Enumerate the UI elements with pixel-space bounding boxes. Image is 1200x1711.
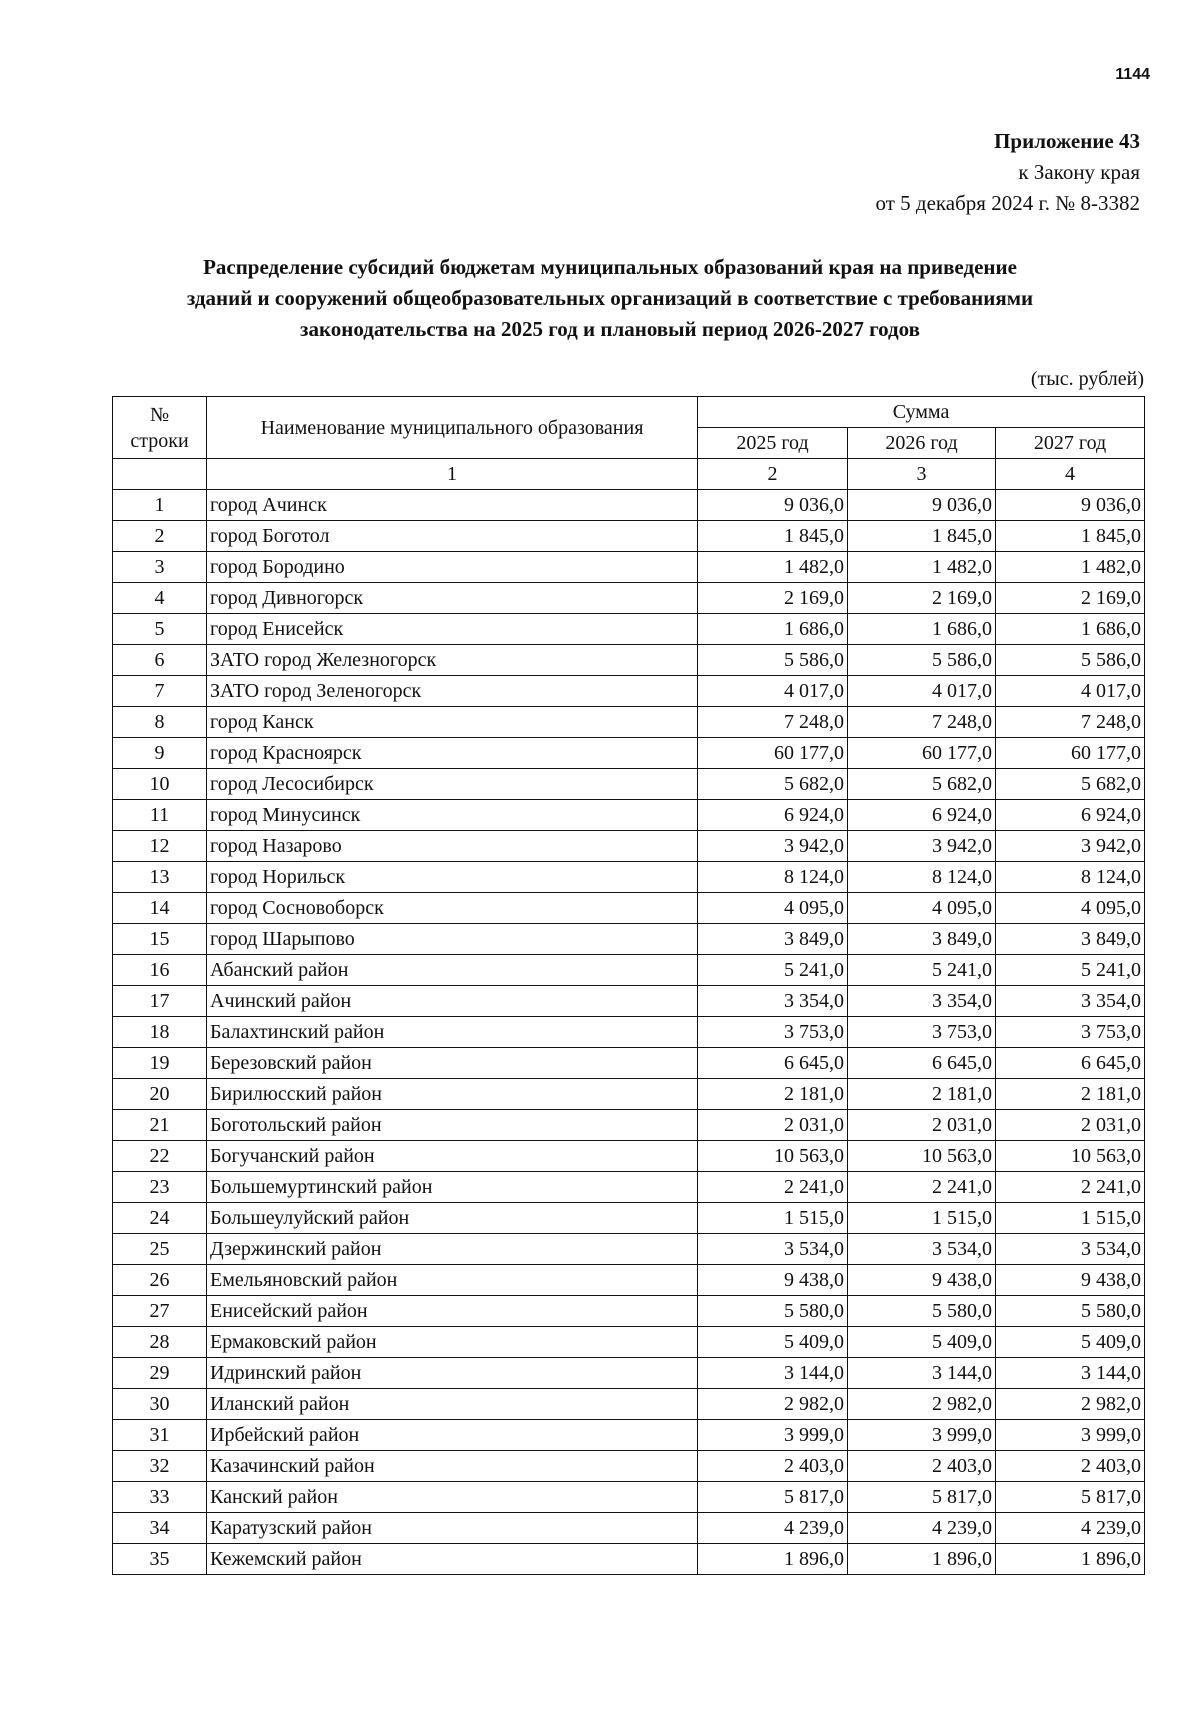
amount-2026: 2 403,0 <box>848 1451 996 1482</box>
table-row <box>113 521 1145 552</box>
amount-2026: 2 031,0 <box>848 1110 996 1141</box>
row-number: 8 <box>113 707 207 738</box>
table-body <box>113 490 1145 1575</box>
row-number: 4 <box>113 583 207 614</box>
amount-2027: 1 896,0 <box>996 1544 1145 1575</box>
municipality-name: город Боготол <box>207 521 698 552</box>
table-row <box>113 676 1145 707</box>
table-row <box>113 1389 1145 1420</box>
amount-2027: 9 438,0 <box>996 1265 1145 1296</box>
table-row <box>113 1296 1145 1327</box>
table-row <box>113 1110 1145 1141</box>
row-number: 18 <box>113 1017 207 1048</box>
amount-2026: 3 849,0 <box>848 924 996 955</box>
municipality-name: Казачинский район <box>207 1451 698 1482</box>
amount-2025: 60 177,0 <box>698 738 848 769</box>
column-number-empty <box>113 459 207 490</box>
row-number: 22 <box>113 1141 207 1172</box>
table-row <box>113 955 1145 986</box>
row-number: 31 <box>113 1420 207 1451</box>
row-number: 14 <box>113 893 207 924</box>
row-number: 26 <box>113 1265 207 1296</box>
amount-2026: 2 982,0 <box>848 1389 996 1420</box>
amount-2025: 9 438,0 <box>698 1265 848 1296</box>
amount-2027: 1 515,0 <box>996 1203 1145 1234</box>
municipality-name: Дзержинский район <box>207 1234 698 1265</box>
column-number: 2 <box>698 459 848 490</box>
amount-2027: 2 982,0 <box>996 1389 1145 1420</box>
amount-2025: 6 924,0 <box>698 800 848 831</box>
amount-2026: 5 682,0 <box>848 769 996 800</box>
amount-2026: 9 438,0 <box>848 1265 996 1296</box>
header-municipality-name: Наименование муниципального образования <box>207 397 698 459</box>
municipality-name: Абанский район <box>207 955 698 986</box>
amount-2027: 4 239,0 <box>996 1513 1145 1544</box>
row-number: 1 <box>113 490 207 521</box>
amount-2025: 5 682,0 <box>698 769 848 800</box>
amount-2026: 1 515,0 <box>848 1203 996 1234</box>
header-year-2026: 2026 год <box>848 428 996 459</box>
row-number: 10 <box>113 769 207 800</box>
appendix-law-ref: к Закону края <box>1018 160 1140 184</box>
row-number: 12 <box>113 831 207 862</box>
amount-2027: 1 482,0 <box>996 552 1145 583</box>
amount-2026: 5 580,0 <box>848 1296 996 1327</box>
amount-2026: 3 354,0 <box>848 986 996 1017</box>
amount-2027: 7 248,0 <box>996 707 1145 738</box>
row-number: 25 <box>113 1234 207 1265</box>
column-number: 3 <box>848 459 996 490</box>
municipality-name: город Норильск <box>207 862 698 893</box>
municipality-name: город Назарово <box>207 831 698 862</box>
document-title-line: Распределение субсидий бюджетам муниципальных образований края на приведение <box>203 255 1017 279</box>
amount-2027: 2 181,0 <box>996 1079 1145 1110</box>
amount-2026: 5 241,0 <box>848 955 996 986</box>
appendix-block <box>700 126 1140 219</box>
row-number: 7 <box>113 676 207 707</box>
amount-2026: 7 248,0 <box>848 707 996 738</box>
table-row <box>113 1141 1145 1172</box>
table-row <box>113 490 1145 521</box>
amount-2025: 1 482,0 <box>698 552 848 583</box>
municipality-name: Ирбейский район <box>207 1420 698 1451</box>
row-number: 35 <box>113 1544 207 1575</box>
amount-2027: 2 403,0 <box>996 1451 1145 1482</box>
municipality-name: город Шарыпово <box>207 924 698 955</box>
column-number: 4 <box>996 459 1145 490</box>
municipality-name: Ермаковский район <box>207 1327 698 1358</box>
amount-2027: 3 144,0 <box>996 1358 1145 1389</box>
row-number: 3 <box>113 552 207 583</box>
amount-2025: 3 849,0 <box>698 924 848 955</box>
municipality-name: город Дивногорск <box>207 583 698 614</box>
amount-2025: 6 645,0 <box>698 1048 848 1079</box>
amount-2025: 2 982,0 <box>698 1389 848 1420</box>
amount-2027: 8 124,0 <box>996 862 1145 893</box>
row-number: 20 <box>113 1079 207 1110</box>
amount-2026: 6 645,0 <box>848 1048 996 1079</box>
amount-2025: 5 580,0 <box>698 1296 848 1327</box>
amount-2026: 1 482,0 <box>848 552 996 583</box>
row-number: 34 <box>113 1513 207 1544</box>
units-label: (тыс. рублей) <box>1030 368 1144 390</box>
table-row <box>113 831 1145 862</box>
municipality-name: Иланский район <box>207 1389 698 1420</box>
table-row <box>113 1172 1145 1203</box>
row-number: 17 <box>113 986 207 1017</box>
municipality-name: город Ачинск <box>207 490 698 521</box>
document-title-line: зданий и сооружений общеобразовательных организаций в соответствие с требованиями <box>186 286 1034 310</box>
amount-2027: 2 241,0 <box>996 1172 1145 1203</box>
row-number: 27 <box>113 1296 207 1327</box>
municipality-name: ЗАТО город Зеленогорск <box>207 676 698 707</box>
amount-2027: 2 031,0 <box>996 1110 1145 1141</box>
table-row <box>113 1420 1145 1451</box>
header-row-number-line1: № <box>149 403 170 426</box>
amount-2026: 1 845,0 <box>848 521 996 552</box>
amount-2027: 6 645,0 <box>996 1048 1145 1079</box>
amount-2026: 5 409,0 <box>848 1327 996 1358</box>
municipality-name: Богучанский район <box>207 1141 698 1172</box>
municipality-name: ЗАТО город Железногорск <box>207 645 698 676</box>
amount-2027: 5 586,0 <box>996 645 1145 676</box>
row-number: 15 <box>113 924 207 955</box>
amount-2026: 4 017,0 <box>848 676 996 707</box>
amount-2025: 3 999,0 <box>698 1420 848 1451</box>
amount-2025: 5 586,0 <box>698 645 848 676</box>
subsidy-table <box>112 396 1145 1575</box>
municipality-name: Енисейский район <box>207 1296 698 1327</box>
amount-2025: 5 409,0 <box>698 1327 848 1358</box>
amount-2025: 3 144,0 <box>698 1358 848 1389</box>
table-row <box>113 862 1145 893</box>
amount-2027: 2 169,0 <box>996 583 1145 614</box>
amount-2026: 3 534,0 <box>848 1234 996 1265</box>
amount-2025: 2 169,0 <box>698 583 848 614</box>
municipality-name: Боготольский район <box>207 1110 698 1141</box>
amount-2026: 5 586,0 <box>848 645 996 676</box>
table-row <box>113 738 1145 769</box>
document-title <box>110 252 1110 345</box>
amount-2025: 3 942,0 <box>698 831 848 862</box>
amount-2027: 3 999,0 <box>996 1420 1145 1451</box>
table-row <box>113 1327 1145 1358</box>
municipality-name: город Лесосибирск <box>207 769 698 800</box>
row-number: 13 <box>113 862 207 893</box>
row-number: 29 <box>113 1358 207 1389</box>
amount-2026: 3 999,0 <box>848 1420 996 1451</box>
table-row <box>113 1079 1145 1110</box>
amount-2025: 1 896,0 <box>698 1544 848 1575</box>
municipality-name: город Минусинск <box>207 800 698 831</box>
table-row <box>113 1513 1145 1544</box>
row-number: 16 <box>113 955 207 986</box>
table-row <box>113 1203 1145 1234</box>
amount-2025: 5 241,0 <box>698 955 848 986</box>
table-row <box>113 986 1145 1017</box>
table-row <box>113 645 1145 676</box>
municipality-name: город Канск <box>207 707 698 738</box>
amount-2027: 5 241,0 <box>996 955 1145 986</box>
amount-2026: 10 563,0 <box>848 1141 996 1172</box>
amount-2025: 8 124,0 <box>698 862 848 893</box>
municipality-name: Емельяновский район <box>207 1265 698 1296</box>
amount-2027: 3 849,0 <box>996 924 1145 955</box>
table-row <box>113 1234 1145 1265</box>
amount-2026: 3 753,0 <box>848 1017 996 1048</box>
municipality-name: Ачинский район <box>207 986 698 1017</box>
row-number: 19 <box>113 1048 207 1079</box>
amount-2026: 60 177,0 <box>848 738 996 769</box>
row-number: 23 <box>113 1172 207 1203</box>
amount-2026: 4 095,0 <box>848 893 996 924</box>
table-row <box>113 552 1145 583</box>
table-row <box>113 1451 1145 1482</box>
municipality-name: Каратузский район <box>207 1513 698 1544</box>
amount-2025: 10 563,0 <box>698 1141 848 1172</box>
municipality-name: Бирилюсский район <box>207 1079 698 1110</box>
amount-2025: 5 817,0 <box>698 1482 848 1513</box>
row-number: 32 <box>113 1451 207 1482</box>
appendix-title: Приложение 43 <box>994 129 1140 153</box>
amount-2025: 9 036,0 <box>698 490 848 521</box>
amount-2027: 9 036,0 <box>996 490 1145 521</box>
amount-2025: 3 534,0 <box>698 1234 848 1265</box>
municipality-name: город Сосновоборск <box>207 893 698 924</box>
amount-2025: 1 686,0 <box>698 614 848 645</box>
table-row <box>113 1482 1145 1513</box>
amount-2027: 10 563,0 <box>996 1141 1145 1172</box>
amount-2026: 3 144,0 <box>848 1358 996 1389</box>
amount-2025: 2 241,0 <box>698 1172 848 1203</box>
municipality-name: Балахтинский район <box>207 1017 698 1048</box>
amount-2027: 4 017,0 <box>996 676 1145 707</box>
table-row <box>113 924 1145 955</box>
amount-2026: 1 896,0 <box>848 1544 996 1575</box>
municipality-name: Канский район <box>207 1482 698 1513</box>
amount-2025: 4 017,0 <box>698 676 848 707</box>
row-number: 9 <box>113 738 207 769</box>
row-number: 24 <box>113 1203 207 1234</box>
amount-2025: 1 845,0 <box>698 521 848 552</box>
amount-2026: 9 036,0 <box>848 490 996 521</box>
amount-2025: 7 248,0 <box>698 707 848 738</box>
municipality-name: Кежемский район <box>207 1544 698 1575</box>
municipality-name: город Бородино <box>207 552 698 583</box>
amount-2025: 3 354,0 <box>698 986 848 1017</box>
amount-2025: 2 403,0 <box>698 1451 848 1482</box>
amount-2027: 1 845,0 <box>996 521 1145 552</box>
amount-2027: 5 580,0 <box>996 1296 1145 1327</box>
row-number: 11 <box>113 800 207 831</box>
amount-2026: 6 924,0 <box>848 800 996 831</box>
table-row <box>113 1017 1145 1048</box>
page-number: 1144 <box>1115 66 1150 83</box>
amount-2025: 1 515,0 <box>698 1203 848 1234</box>
row-number: 28 <box>113 1327 207 1358</box>
amount-2026: 2 181,0 <box>848 1079 996 1110</box>
header-year-2025: 2025 год <box>698 428 848 459</box>
amount-2026: 8 124,0 <box>848 862 996 893</box>
amount-2026: 3 942,0 <box>848 831 996 862</box>
table-row <box>113 800 1145 831</box>
table-row <box>113 1358 1145 1389</box>
row-number: 5 <box>113 614 207 645</box>
amount-2027: 3 354,0 <box>996 986 1145 1017</box>
header-row-number-line2: строки <box>130 429 189 452</box>
amount-2025: 2 181,0 <box>698 1079 848 1110</box>
municipality-name: Большемуртинский район <box>207 1172 698 1203</box>
header-sum: Сумма <box>698 397 1145 428</box>
amount-2025: 4 239,0 <box>698 1513 848 1544</box>
amount-2027: 4 095,0 <box>996 893 1145 924</box>
table-row <box>113 893 1145 924</box>
amount-2027: 6 924,0 <box>996 800 1145 831</box>
amount-2026: 2 241,0 <box>848 1172 996 1203</box>
amount-2027: 1 686,0 <box>996 614 1145 645</box>
document-title-line: законодательства на 2025 год и плановый период 2026-2027 годов <box>300 317 920 341</box>
row-number: 6 <box>113 645 207 676</box>
appendix-law-date: от 5 декабря 2024 г. № 8-3382 <box>875 191 1140 215</box>
amount-2027: 3 942,0 <box>996 831 1145 862</box>
amount-2026: 5 817,0 <box>848 1482 996 1513</box>
table-row <box>113 769 1145 800</box>
amount-2026: 1 686,0 <box>848 614 996 645</box>
amount-2025: 2 031,0 <box>698 1110 848 1141</box>
amount-2027: 5 682,0 <box>996 769 1145 800</box>
row-number: 2 <box>113 521 207 552</box>
municipality-name: город Енисейск <box>207 614 698 645</box>
table-row <box>113 1265 1145 1296</box>
amount-2026: 2 169,0 <box>848 583 996 614</box>
row-number: 33 <box>113 1482 207 1513</box>
amount-2026: 4 239,0 <box>848 1513 996 1544</box>
municipality-name: Большеулуйский район <box>207 1203 698 1234</box>
table-row <box>113 1544 1145 1575</box>
amount-2025: 4 095,0 <box>698 893 848 924</box>
row-number: 21 <box>113 1110 207 1141</box>
column-number: 1 <box>207 459 698 490</box>
table-row <box>113 1048 1145 1079</box>
amount-2027: 3 753,0 <box>996 1017 1145 1048</box>
table-row <box>113 583 1145 614</box>
amount-2027: 60 177,0 <box>996 738 1145 769</box>
header-row-number <box>113 397 207 459</box>
municipality-name: Идринский район <box>207 1358 698 1389</box>
header-year-2027: 2027 год <box>996 428 1145 459</box>
amount-2027: 5 817,0 <box>996 1482 1145 1513</box>
municipality-name: Березовский район <box>207 1048 698 1079</box>
table-row <box>113 707 1145 738</box>
amount-2025: 3 753,0 <box>698 1017 848 1048</box>
amount-2027: 5 409,0 <box>996 1327 1145 1358</box>
amount-2027: 3 534,0 <box>996 1234 1145 1265</box>
table-row <box>113 614 1145 645</box>
municipality-name: город Красноярск <box>207 738 698 769</box>
row-number: 30 <box>113 1389 207 1420</box>
